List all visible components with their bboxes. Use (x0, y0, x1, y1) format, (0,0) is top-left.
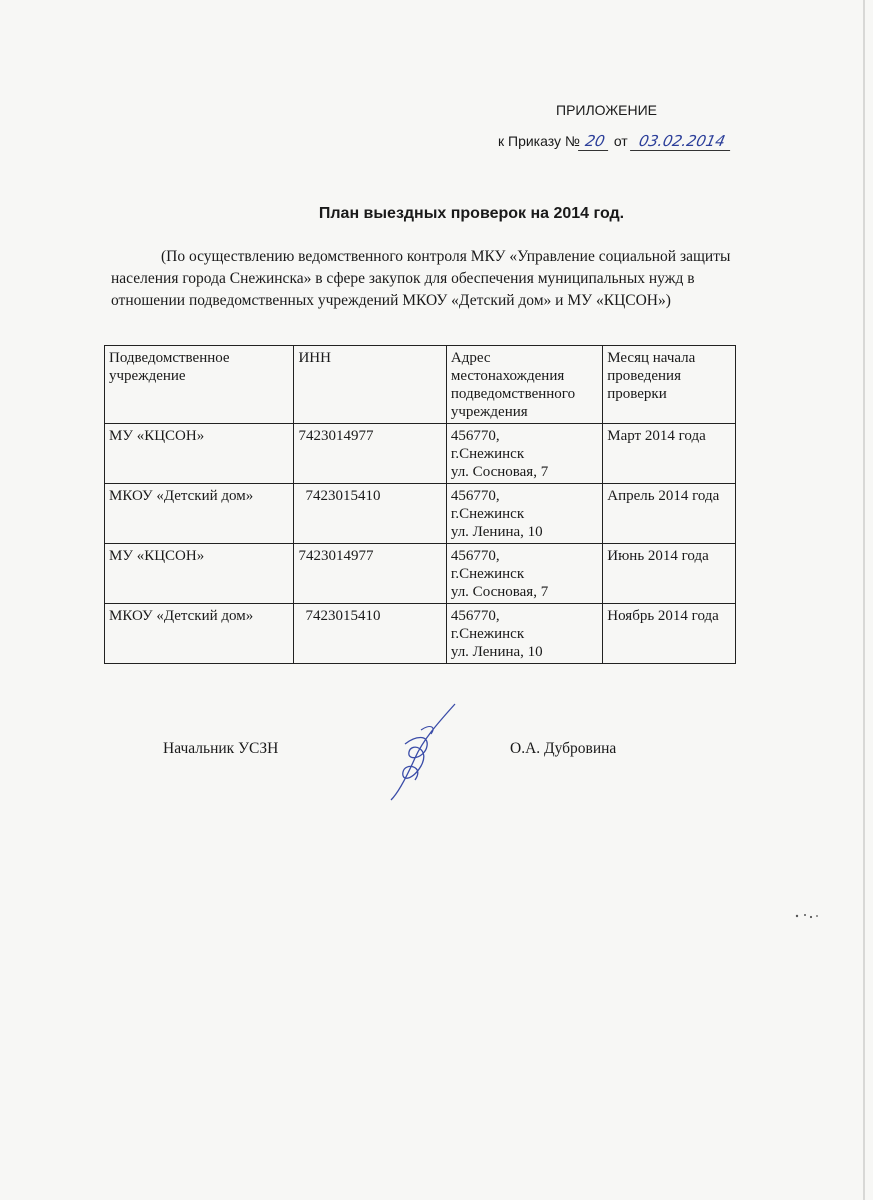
address-postcode: 456770, (450, 548, 500, 564)
cell-address (446, 604, 602, 664)
appendix-title: ПРИЛОЖЕНИЕ (556, 102, 658, 118)
cell-institution: МУ «КЦСОН» (105, 424, 294, 484)
address-street: ул. Сосновая, 7 (450, 584, 549, 600)
address-postcode: 456770, (450, 608, 500, 624)
order-reference (498, 132, 732, 151)
document-title-text: План выездных проверок на 2014 год. (318, 205, 625, 222)
table-row (105, 484, 736, 544)
cell-inn: 7423015410 (294, 484, 446, 544)
order-date: 03.02.2014 (630, 132, 734, 151)
address-city: г.Снежинск (450, 626, 525, 642)
cell-month: Июнь 2014 года (603, 544, 736, 604)
cell-inn: 7423014977 (294, 424, 446, 484)
order-number: 20 (578, 132, 612, 151)
table-row (105, 544, 736, 604)
handwritten-signature (385, 700, 465, 810)
address-postcode: 456770, (450, 488, 500, 504)
cell-inn: 7423014977 (294, 544, 446, 604)
cell-institution: МУ «КЦСОН» (105, 544, 294, 604)
header-cell-institution: Подведомственное учреждение (105, 346, 294, 424)
order-from: от (613, 133, 628, 149)
cell-address (446, 424, 602, 484)
header-cell-address: Адрес местонахождения подведомственного учреждения (446, 346, 602, 424)
header-cell-inn: ИНН (294, 346, 446, 424)
cell-institution: МКОУ «Детский дом» (105, 484, 294, 544)
page-edge (863, 0, 865, 1200)
document-title (0, 205, 873, 223)
address-city: г.Снежинск (450, 506, 525, 522)
table-row (105, 424, 736, 484)
cell-address (446, 544, 602, 604)
cell-address (446, 484, 602, 544)
cell-month: Ноябрь 2014 года (603, 604, 736, 664)
address-city: г.Снежинск (450, 446, 525, 462)
address-street: ул. Ленина, 10 (450, 524, 543, 540)
inspection-plan-table (104, 345, 736, 664)
scan-specks (793, 910, 823, 922)
signatory-position: Начальник УСЗН (163, 740, 279, 757)
cell-month: Март 2014 года (603, 424, 736, 484)
signatory-name: О.А. Дубровина (510, 740, 617, 757)
cell-month: Апрель 2014 года (603, 484, 736, 544)
header-cell-month: Месяц начала проведения проверки (603, 346, 736, 424)
cell-inn: 7423015410 (294, 604, 446, 664)
address-postcode: 456770, (450, 428, 500, 444)
order-prefix: к Приказу № (498, 133, 580, 149)
address-city: г.Снежинск (450, 566, 525, 582)
table-row (105, 604, 736, 664)
address-street: ул. Ленина, 10 (450, 644, 543, 660)
address-street: ул. Сосновая, 7 (450, 464, 549, 480)
table-header-row (105, 346, 736, 424)
cell-institution: МКОУ «Детский дом» (105, 604, 294, 664)
intro-paragraph: (По осуществлению ведомственного контроля МКУ «Управление социальной защиты населения города Снежинска» в сфере закупок для обеспечения муниципальных нужд в отношении подведомственных учреждений МКОУ «Детский дом» и МУ «КЦСОН») (111, 248, 731, 309)
